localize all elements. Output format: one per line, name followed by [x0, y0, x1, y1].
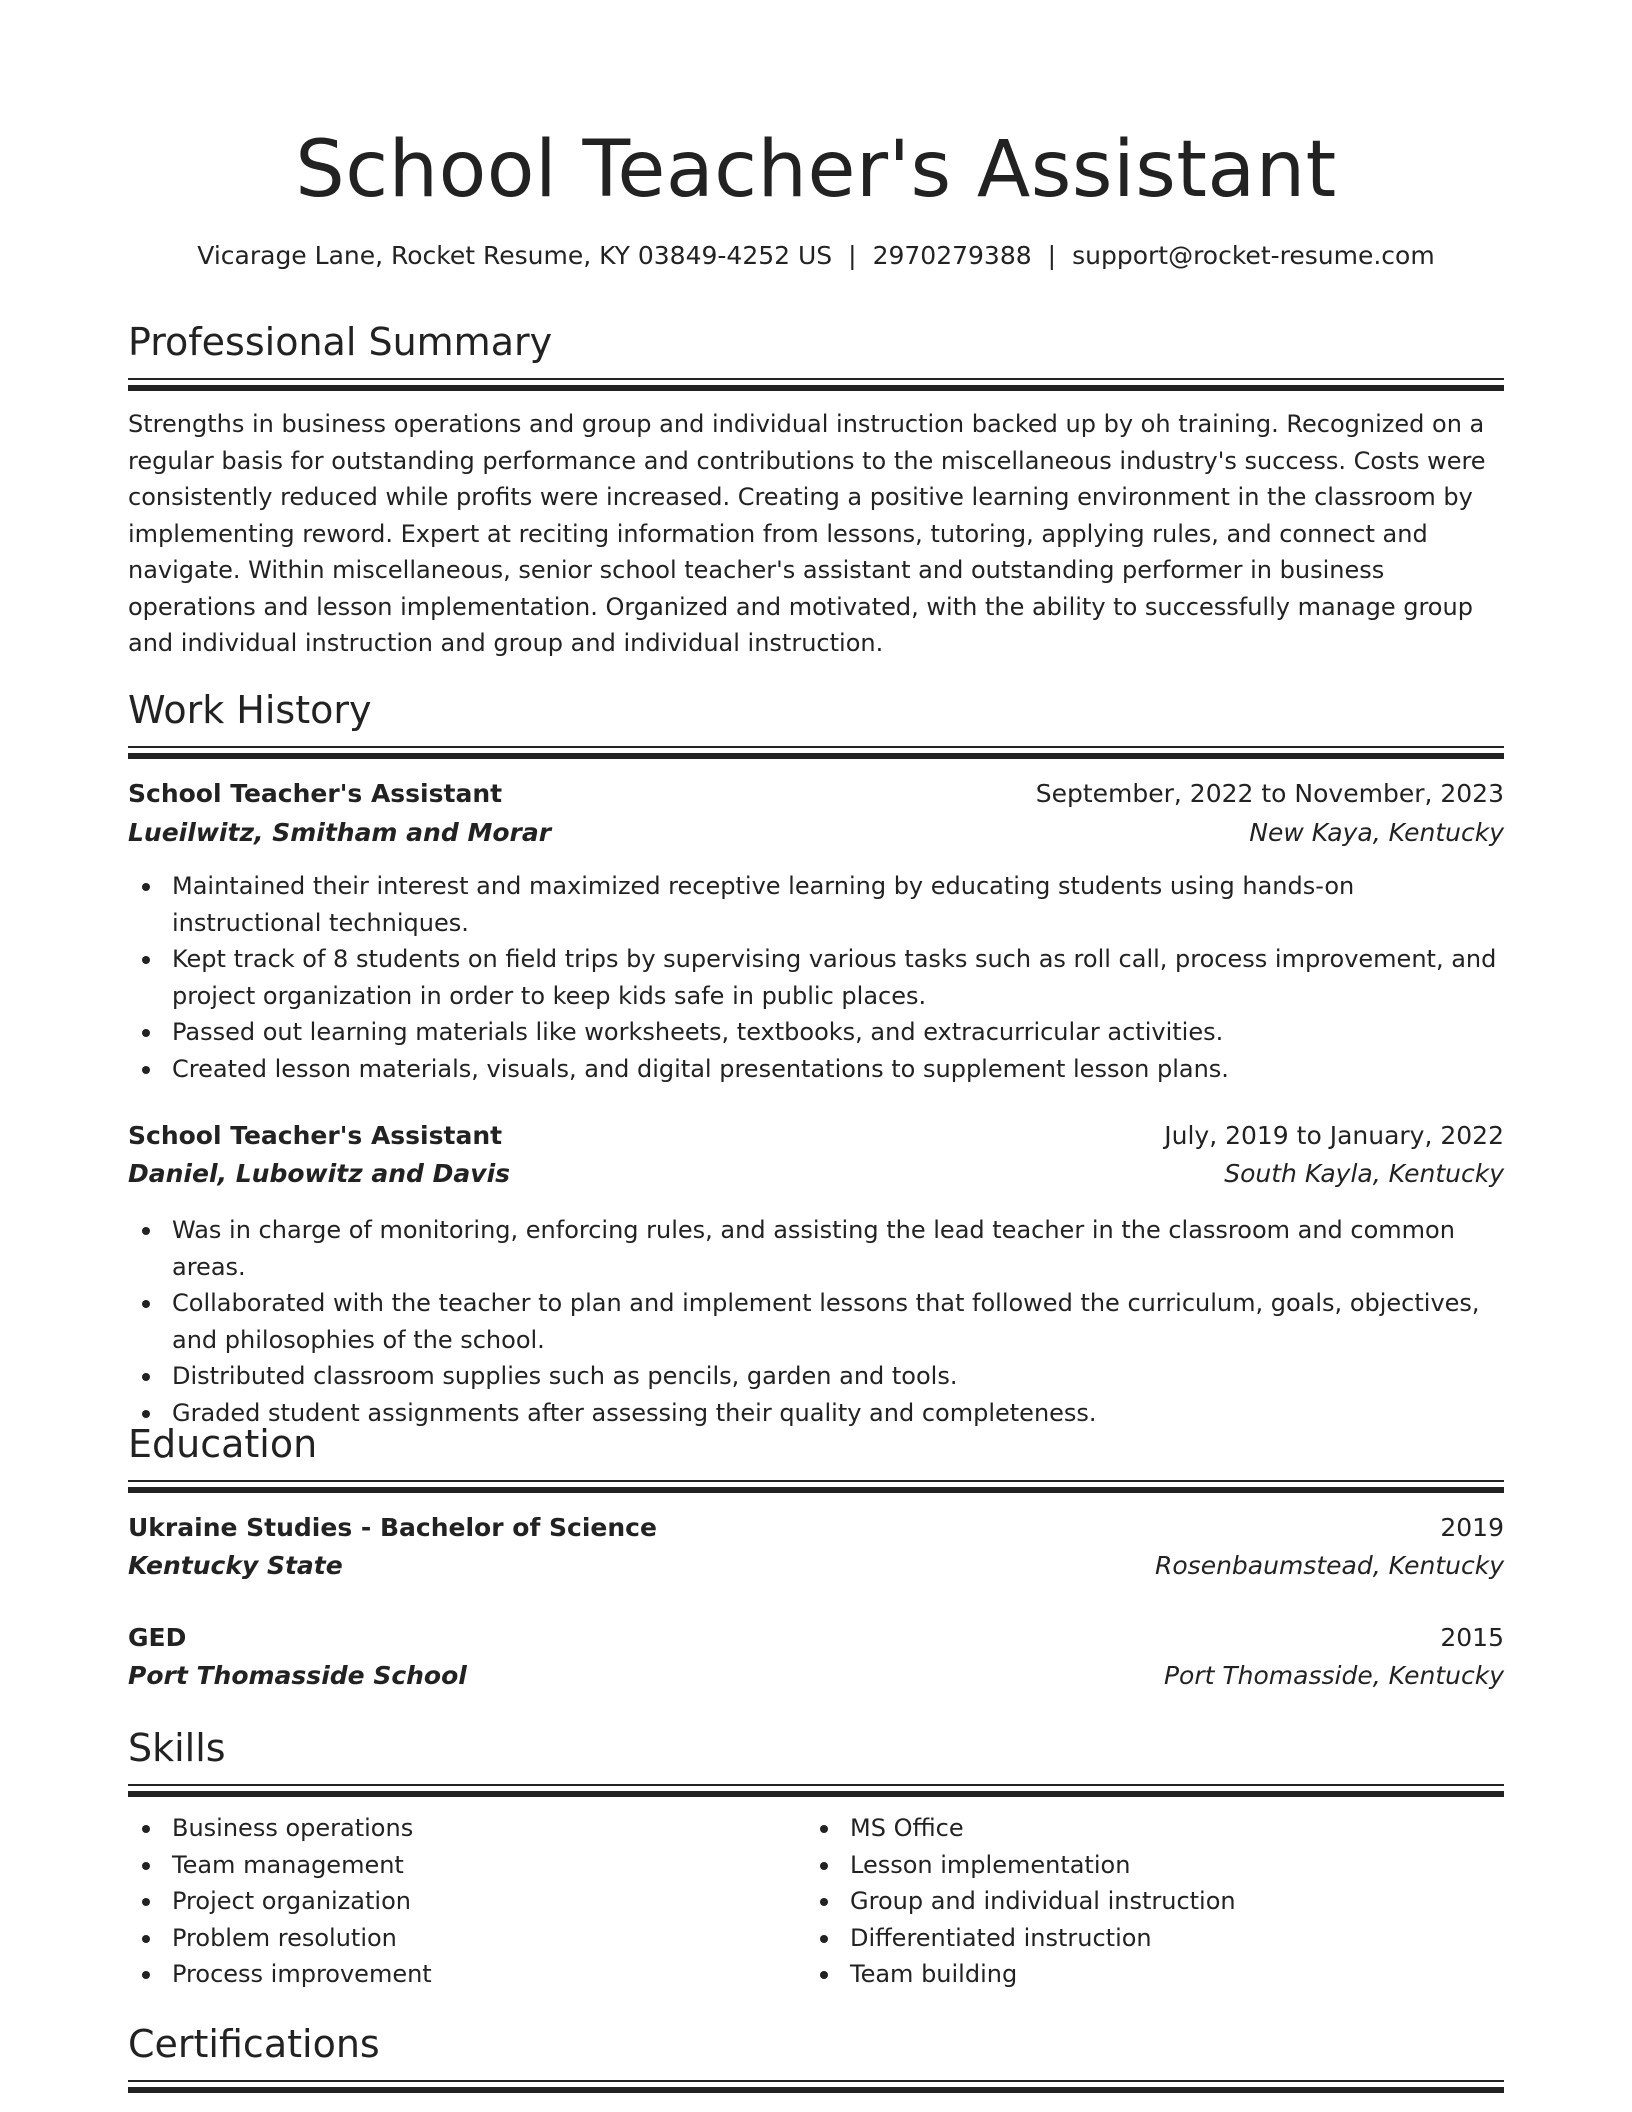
education-degree: GED — [128, 1623, 187, 1652]
contact-separator: | — [848, 241, 857, 270]
job-position: School Teacher's Assistant — [128, 779, 503, 808]
job-location: South Kayla, Kentucky — [1224, 1159, 1504, 1188]
section-title-education: Education — [128, 1422, 318, 1466]
job-location: New Kaya, Kentucky — [1249, 818, 1504, 847]
contact-email: support@rocket-resume.com — [1072, 241, 1435, 270]
list-item: MS Office — [806, 1810, 1446, 1847]
contact-phone: 2970279388 — [872, 241, 1032, 270]
skills-list-right — [806, 1810, 1446, 1993]
list-item: Problem resolution — [128, 1920, 768, 1957]
list-item: Differentiated instruction — [806, 1920, 1446, 1957]
education-school: Kentucky State — [128, 1551, 343, 1580]
list-item: Maintained their interest and maximized receptive learning by educating students using hands-on instructional techniques. — [128, 868, 1504, 941]
list-item: Project organization — [128, 1883, 768, 1920]
list-item: Business operations — [128, 1810, 768, 1847]
job-bullets — [128, 868, 1504, 1087]
list-item: Kept track of 8 students on field trips by supervising various tasks such as roll call, process improvement, and project organization in order to keep kids safe in public places. — [128, 941, 1504, 1014]
section-title-certifications: Certifications — [128, 2022, 380, 2066]
summary-text: Strengths in business operations and group and individual instruction backed up by oh training. Recognized on a regular basis for outstanding performance and contributions to the miscellaneous industry's success. Costs were consistently reduced while profits were increased. Creating a positive learning environment in the classroom by implementing reword. Expert at reciting information from lessons, tutoring, applying rules, and connect and navigate. Within miscellaneous, senior school teacher's assistant and outstanding performer in business operations and lesson implementation. Organized and motivated, with the ability to successfully manage group and individual instruction and group and individual instruction. — [128, 410, 1486, 657]
section-divider — [128, 1784, 1504, 1796]
education-year: 2019 — [1440, 1513, 1504, 1542]
section-divider — [128, 378, 1504, 390]
section-divider — [128, 2080, 1504, 2092]
resume-name: School Teacher's Assistant — [295, 125, 1337, 215]
list-item: Process improvement — [128, 1956, 768, 1993]
skills-list-left — [128, 1810, 768, 1993]
contact-line — [128, 238, 1504, 274]
list-item: Team management — [128, 1847, 768, 1884]
education-school-row — [128, 1658, 1504, 1694]
list-item: Was in charge of monitoring, enforcing rules, and assisting the lead teacher in the classroom and common areas. — [128, 1212, 1504, 1285]
job-header-row — [128, 776, 1504, 812]
contact-separator: | — [1047, 241, 1057, 270]
job-company: Lueilwitz, Smitham and Morar — [128, 818, 552, 847]
list-item: Team building — [806, 1956, 1446, 1993]
list-item: Lesson implementation — [806, 1847, 1446, 1884]
section-divider — [128, 1480, 1504, 1492]
education-header-row — [128, 1620, 1504, 1656]
education-school: Port Thomasside School — [128, 1661, 467, 1690]
job-bullets — [128, 1212, 1504, 1431]
section-title-work-history: Work History — [128, 688, 372, 732]
list-item: Graded student assignments after assessing their quality and completeness. — [128, 1395, 1504, 1432]
section-title-summary: Professional Summary — [128, 320, 553, 364]
education-location: Rosenbaumstead, Kentucky — [1155, 1551, 1504, 1580]
job-position: School Teacher's Assistant — [128, 1121, 503, 1150]
job-company: Daniel, Lubowitz and Davis — [128, 1159, 511, 1188]
list-item: Passed out learning materials like worksheets, textbooks, and extracurricular activities. — [128, 1014, 1504, 1051]
job-company-row — [128, 815, 1504, 851]
section-divider — [128, 746, 1504, 758]
list-item: Distributed classroom supplies such as pencils, garden and tools. — [128, 1358, 1504, 1395]
education-school-row — [128, 1548, 1504, 1584]
job-dates: July, 2019 to January, 2022 — [1164, 1121, 1504, 1150]
job-dates: September, 2022 to November, 2023 — [1035, 779, 1504, 808]
list-item: Group and individual instruction — [806, 1883, 1446, 1920]
education-location: Port Thomasside, Kentucky — [1163, 1661, 1504, 1690]
section-title-skills: Skills — [128, 1726, 226, 1770]
education-year: 2015 — [1440, 1623, 1504, 1652]
list-item: Collaborated with the teacher to plan and implement lessons that followed the curriculum, goals, objectives, and philosophies of the school. — [128, 1285, 1504, 1358]
job-header-row — [128, 1118, 1504, 1154]
job-company-row — [128, 1156, 1504, 1192]
contact-address: Vicarage Lane, Rocket Resume, KY 03849-4252 US — [197, 241, 833, 270]
education-header-row — [128, 1510, 1504, 1546]
education-degree: Ukraine Studies - Bachelor of Science — [128, 1513, 657, 1542]
list-item: Created lesson materials, visuals, and digital presentations to supplement lesson plans. — [128, 1051, 1504, 1088]
